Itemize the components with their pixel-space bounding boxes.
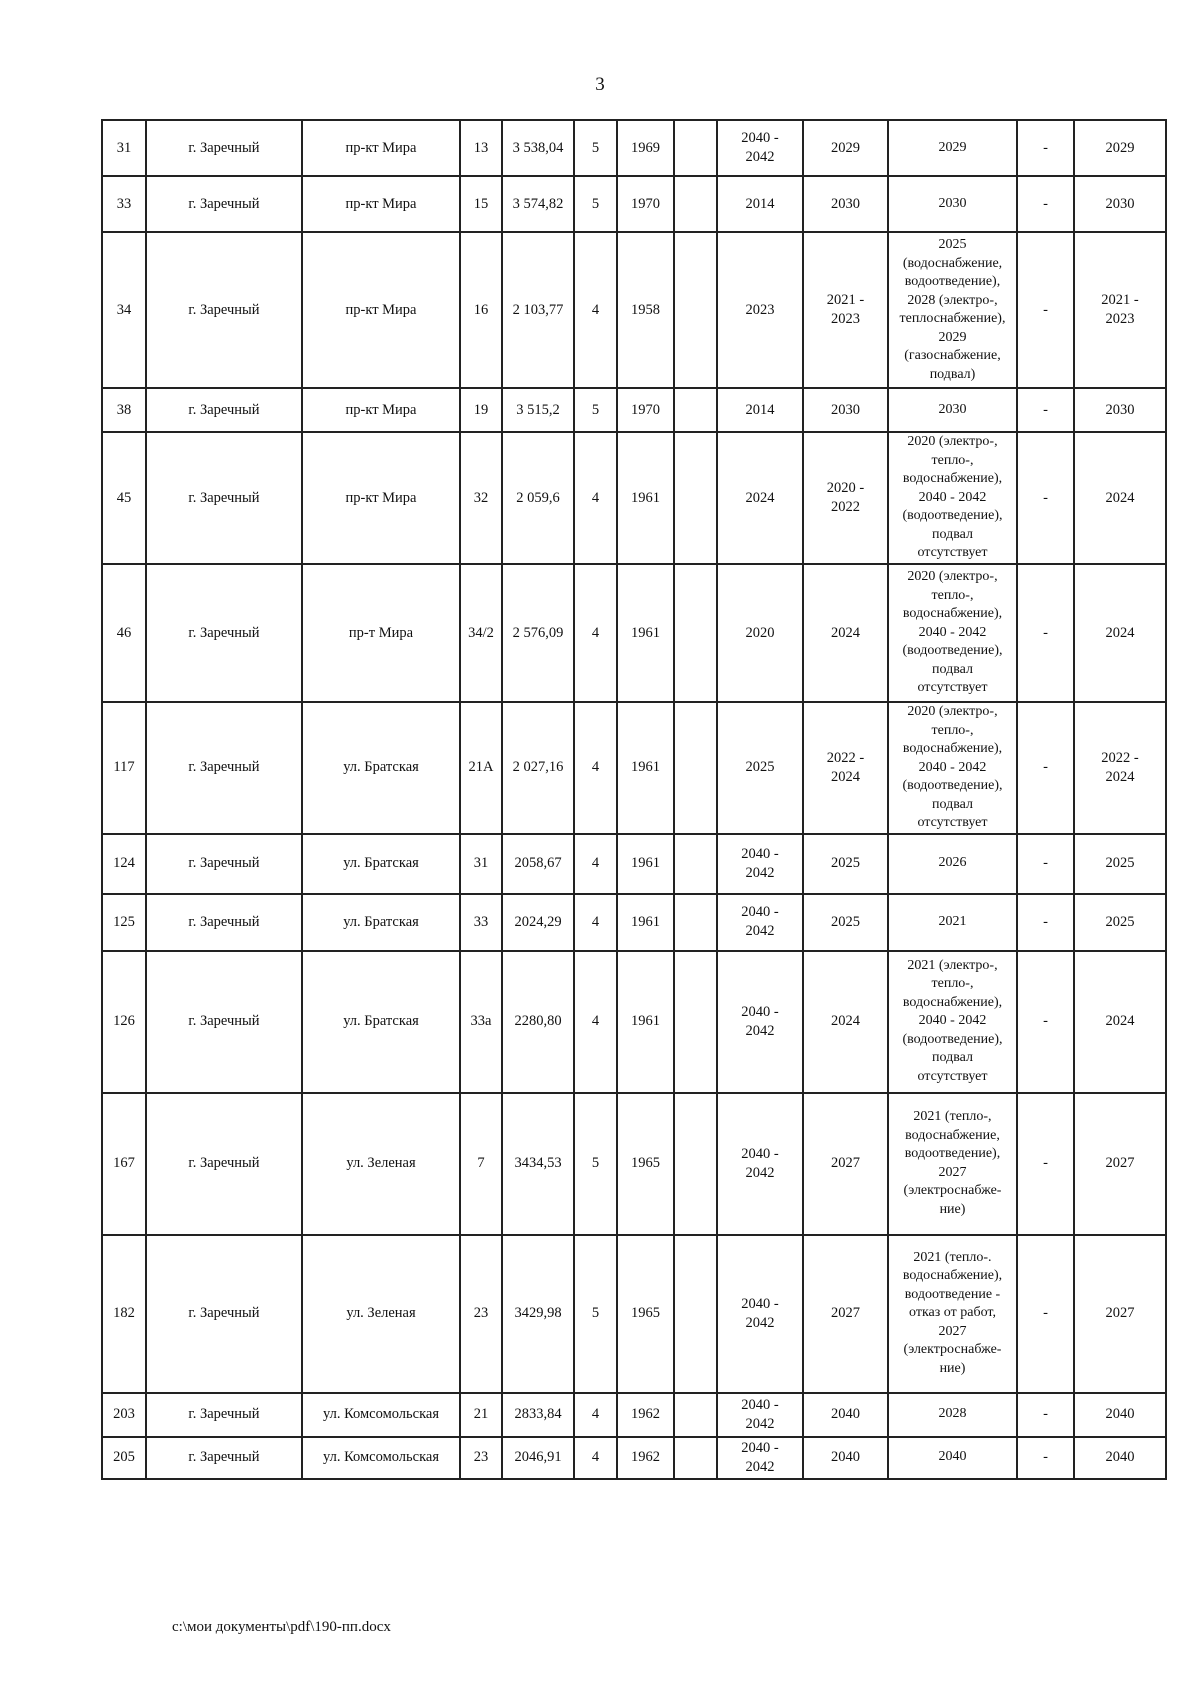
cell-term-2: 2040 xyxy=(803,1393,888,1437)
table-row xyxy=(102,564,1166,702)
table-row xyxy=(102,176,1166,232)
cell-term-3: 2021 (электро-, тепло-, водоснабжение), 2040 - 2042 (водоотведение), подвал отсутствует xyxy=(888,951,1017,1093)
cell-term-3: 2030 xyxy=(888,176,1017,232)
cell-row-number: 167 xyxy=(102,1093,146,1235)
cell-floors: 4 xyxy=(574,564,617,702)
cell-term-2: 2022 - 2024 xyxy=(803,702,888,834)
cell-house-number: 23 xyxy=(460,1235,502,1393)
cell-year: 1962 xyxy=(617,1437,674,1479)
cell-city: г. Заречный xyxy=(146,176,302,232)
cell-empty xyxy=(674,176,717,232)
cell-row-number: 205 xyxy=(102,1437,146,1479)
cell-area: 2 059,6 xyxy=(502,432,574,564)
cell-dash: - xyxy=(1017,1235,1074,1393)
cell-term-4: 2025 xyxy=(1074,834,1166,894)
cell-term-3: 2020 (электро-, тепло-, водоснабжение), 2040 - 2042 (водоотведение), подвал отсутствует xyxy=(888,432,1017,564)
cell-dash: - xyxy=(1017,894,1074,951)
cell-street: ул. Братская xyxy=(302,894,460,951)
cell-term-1: 2025 xyxy=(717,702,803,834)
cell-year: 1970 xyxy=(617,388,674,432)
cell-street: ул. Братская xyxy=(302,834,460,894)
cell-term-1: 2014 xyxy=(717,388,803,432)
cell-term-3: 2021 (тепло-. водоснабжение), водоотведение - отказ от работ, 2027 (электроснабже- ние) xyxy=(888,1235,1017,1393)
cell-term-2: 2025 xyxy=(803,834,888,894)
cell-term-1: 2014 xyxy=(717,176,803,232)
cell-row-number: 38 xyxy=(102,388,146,432)
cell-empty xyxy=(674,951,717,1093)
cell-term-1: 2040 - 2042 xyxy=(717,1235,803,1393)
cell-term-1: 2040 - 2042 xyxy=(717,834,803,894)
cell-floors: 4 xyxy=(574,702,617,834)
table-row xyxy=(102,388,1166,432)
cell-year: 1961 xyxy=(617,951,674,1093)
cell-year: 1965 xyxy=(617,1093,674,1235)
cell-house-number: 31 xyxy=(460,834,502,894)
cell-area: 3434,53 xyxy=(502,1093,574,1235)
cell-term-3: 2025 (водоснабжение, водоотведение), 2028 (электро-, теплоснабжение), 2029 (газоснабжение, подвал) xyxy=(888,232,1017,388)
cell-area: 2 576,09 xyxy=(502,564,574,702)
cell-term-2: 2024 xyxy=(803,564,888,702)
cell-floors: 4 xyxy=(574,834,617,894)
cell-dash: - xyxy=(1017,702,1074,834)
cell-street: ул. Комсомольская xyxy=(302,1393,460,1437)
cell-city: г. Заречный xyxy=(146,1393,302,1437)
cell-floors: 5 xyxy=(574,1235,617,1393)
cell-year: 1958 xyxy=(617,232,674,388)
cell-area: 2280,80 xyxy=(502,951,574,1093)
cell-term-3: 2020 (электро-, тепло-, водоснабжение), 2040 - 2042 (водоотведение), подвал отсутствует xyxy=(888,564,1017,702)
cell-term-4: 2027 xyxy=(1074,1235,1166,1393)
cell-term-4: 2030 xyxy=(1074,388,1166,432)
cell-city: г. Заречный xyxy=(146,232,302,388)
cell-dash: - xyxy=(1017,432,1074,564)
table-row xyxy=(102,1393,1166,1437)
cell-term-4: 2024 xyxy=(1074,951,1166,1093)
cell-house-number: 34/2 xyxy=(460,564,502,702)
table-row xyxy=(102,894,1166,951)
cell-year: 1970 xyxy=(617,176,674,232)
cell-term-2: 2024 xyxy=(803,951,888,1093)
cell-house-number: 16 xyxy=(460,232,502,388)
cell-area: 3 515,2 xyxy=(502,388,574,432)
cell-area: 2058,67 xyxy=(502,834,574,894)
cell-house-number: 21А xyxy=(460,702,502,834)
cell-term-4: 2025 xyxy=(1074,894,1166,951)
cell-floors: 5 xyxy=(574,120,617,176)
cell-term-2: 2030 xyxy=(803,176,888,232)
cell-term-1: 2040 - 2042 xyxy=(717,120,803,176)
table-row xyxy=(102,432,1166,564)
cell-house-number: 32 xyxy=(460,432,502,564)
table-row xyxy=(102,232,1166,388)
cell-empty xyxy=(674,1393,717,1437)
cell-row-number: 182 xyxy=(102,1235,146,1393)
cell-year: 1961 xyxy=(617,834,674,894)
table-row xyxy=(102,1437,1166,1479)
cell-floors: 4 xyxy=(574,232,617,388)
cell-house-number: 13 xyxy=(460,120,502,176)
table-body xyxy=(102,120,1166,1479)
cell-term-3: 2021 xyxy=(888,894,1017,951)
cell-area: 3 538,04 xyxy=(502,120,574,176)
cell-term-4: 2040 xyxy=(1074,1393,1166,1437)
cell-street: пр-т Мира xyxy=(302,564,460,702)
cell-term-3: 2026 xyxy=(888,834,1017,894)
cell-empty xyxy=(674,1235,717,1393)
cell-empty xyxy=(674,1437,717,1479)
cell-dash: - xyxy=(1017,120,1074,176)
cell-row-number: 33 xyxy=(102,176,146,232)
cell-street: пр-кт Мира xyxy=(302,176,460,232)
cell-street: ул. Братская xyxy=(302,702,460,834)
table-row xyxy=(102,951,1166,1093)
cell-area: 2 103,77 xyxy=(502,232,574,388)
cell-city: г. Заречный xyxy=(146,702,302,834)
cell-term-2: 2025 xyxy=(803,894,888,951)
cell-house-number: 21 xyxy=(460,1393,502,1437)
cell-street: пр-кт Мира xyxy=(302,232,460,388)
cell-house-number: 23 xyxy=(460,1437,502,1479)
cell-empty xyxy=(674,894,717,951)
cell-street: ул. Комсомольская xyxy=(302,1437,460,1479)
cell-term-2: 2020 - 2022 xyxy=(803,432,888,564)
footer-file-path: c:\мои документы\pdf\190-пп.docx xyxy=(172,1619,391,1635)
table-row xyxy=(102,1235,1166,1393)
cell-term-3: 2030 xyxy=(888,388,1017,432)
cell-street: ул. Братская xyxy=(302,951,460,1093)
cell-term-4: 2022 - 2024 xyxy=(1074,702,1166,834)
cell-city: г. Заречный xyxy=(146,432,302,564)
cell-area: 2046,91 xyxy=(502,1437,574,1479)
cell-house-number: 33 xyxy=(460,894,502,951)
cell-term-1: 2040 - 2042 xyxy=(717,894,803,951)
cell-term-2: 2030 xyxy=(803,388,888,432)
cell-row-number: 117 xyxy=(102,702,146,834)
cell-area: 2024,29 xyxy=(502,894,574,951)
cell-street: ул. Зеленая xyxy=(302,1235,460,1393)
page-number: 3 xyxy=(595,74,605,95)
cell-empty xyxy=(674,834,717,894)
cell-empty xyxy=(674,1093,717,1235)
cell-term-3: 2020 (электро-, тепло-, водоснабжение), 2040 - 2042 (водоотведение), подвал отсутствует xyxy=(888,702,1017,834)
cell-row-number: 34 xyxy=(102,232,146,388)
cell-year: 1962 xyxy=(617,1393,674,1437)
cell-house-number: 33а xyxy=(460,951,502,1093)
cell-year: 1969 xyxy=(617,120,674,176)
table-row xyxy=(102,120,1166,176)
cell-street: ул. Зеленая xyxy=(302,1093,460,1235)
cell-term-2: 2027 xyxy=(803,1235,888,1393)
cell-house-number: 7 xyxy=(460,1093,502,1235)
cell-term-1: 2040 - 2042 xyxy=(717,1393,803,1437)
cell-row-number: 203 xyxy=(102,1393,146,1437)
cell-street: пр-кт Мира xyxy=(302,432,460,564)
cell-city: г. Заречный xyxy=(146,120,302,176)
cell-city: г. Заречный xyxy=(146,951,302,1093)
cell-street: пр-кт Мира xyxy=(302,120,460,176)
table-row xyxy=(102,1093,1166,1235)
cell-term-4: 2027 xyxy=(1074,1093,1166,1235)
cell-floors: 4 xyxy=(574,894,617,951)
cell-floors: 4 xyxy=(574,951,617,1093)
cell-dash: - xyxy=(1017,564,1074,702)
cell-city: г. Заречный xyxy=(146,564,302,702)
cell-dash: - xyxy=(1017,951,1074,1093)
cell-year: 1961 xyxy=(617,702,674,834)
cell-dash: - xyxy=(1017,834,1074,894)
cell-term-4: 2024 xyxy=(1074,432,1166,564)
cell-term-3: 2040 xyxy=(888,1437,1017,1479)
cell-floors: 5 xyxy=(574,176,617,232)
cell-row-number: 126 xyxy=(102,951,146,1093)
cell-dash: - xyxy=(1017,232,1074,388)
cell-row-number: 46 xyxy=(102,564,146,702)
cell-dash: - xyxy=(1017,1093,1074,1235)
cell-city: г. Заречный xyxy=(146,1093,302,1235)
cell-year: 1965 xyxy=(617,1235,674,1393)
cell-street: пр-кт Мира xyxy=(302,388,460,432)
cell-city: г. Заречный xyxy=(146,894,302,951)
cell-empty xyxy=(674,432,717,564)
cell-term-1: 2023 xyxy=(717,232,803,388)
cell-year: 1961 xyxy=(617,564,674,702)
cell-dash: - xyxy=(1017,176,1074,232)
cell-dash: - xyxy=(1017,388,1074,432)
cell-floors: 5 xyxy=(574,1093,617,1235)
cell-city: г. Заречный xyxy=(146,1437,302,1479)
cell-empty xyxy=(674,232,717,388)
cell-floors: 4 xyxy=(574,432,617,564)
cell-area: 3 574,82 xyxy=(502,176,574,232)
cell-term-2: 2029 xyxy=(803,120,888,176)
cell-area: 2 027,16 xyxy=(502,702,574,834)
cell-empty xyxy=(674,702,717,834)
cell-area: 2833,84 xyxy=(502,1393,574,1437)
cell-term-3: 2028 xyxy=(888,1393,1017,1437)
cell-empty xyxy=(674,564,717,702)
cell-row-number: 45 xyxy=(102,432,146,564)
cell-row-number: 125 xyxy=(102,894,146,951)
cell-city: г. Заречный xyxy=(146,1235,302,1393)
cell-term-1: 2040 - 2042 xyxy=(717,1093,803,1235)
cell-city: г. Заречный xyxy=(146,834,302,894)
cell-term-4: 2024 xyxy=(1074,564,1166,702)
cell-row-number: 31 xyxy=(102,120,146,176)
cell-term-4: 2040 xyxy=(1074,1437,1166,1479)
cell-term-4: 2021 - 2023 xyxy=(1074,232,1166,388)
cell-year: 1961 xyxy=(617,432,674,564)
cell-empty xyxy=(674,120,717,176)
cell-term-2: 2040 xyxy=(803,1437,888,1479)
cell-floors: 5 xyxy=(574,388,617,432)
table-row xyxy=(102,702,1166,834)
cell-term-2: 2021 - 2023 xyxy=(803,232,888,388)
cell-house-number: 19 xyxy=(460,388,502,432)
cell-term-4: 2030 xyxy=(1074,176,1166,232)
cell-term-1: 2020 xyxy=(717,564,803,702)
cell-floors: 4 xyxy=(574,1437,617,1479)
cell-row-number: 124 xyxy=(102,834,146,894)
cell-term-1: 2040 - 2042 xyxy=(717,1437,803,1479)
cell-term-1: 2040 - 2042 xyxy=(717,951,803,1093)
table-row xyxy=(102,834,1166,894)
cell-area: 3429,98 xyxy=(502,1235,574,1393)
cell-floors: 4 xyxy=(574,1393,617,1437)
cell-term-3: 2029 xyxy=(888,120,1017,176)
cell-year: 1961 xyxy=(617,894,674,951)
cell-empty xyxy=(674,388,717,432)
cell-term-3: 2021 (тепло-, водоснабжение, водоотведение), 2027 (электроснабже- ние) xyxy=(888,1093,1017,1235)
cell-city: г. Заречный xyxy=(146,388,302,432)
cell-term-4: 2029 xyxy=(1074,120,1166,176)
cell-term-1: 2024 xyxy=(717,432,803,564)
cell-house-number: 15 xyxy=(460,176,502,232)
cell-term-2: 2027 xyxy=(803,1093,888,1235)
cell-dash: - xyxy=(1017,1393,1074,1437)
cell-dash: - xyxy=(1017,1437,1074,1479)
housing-table xyxy=(101,119,1167,1480)
